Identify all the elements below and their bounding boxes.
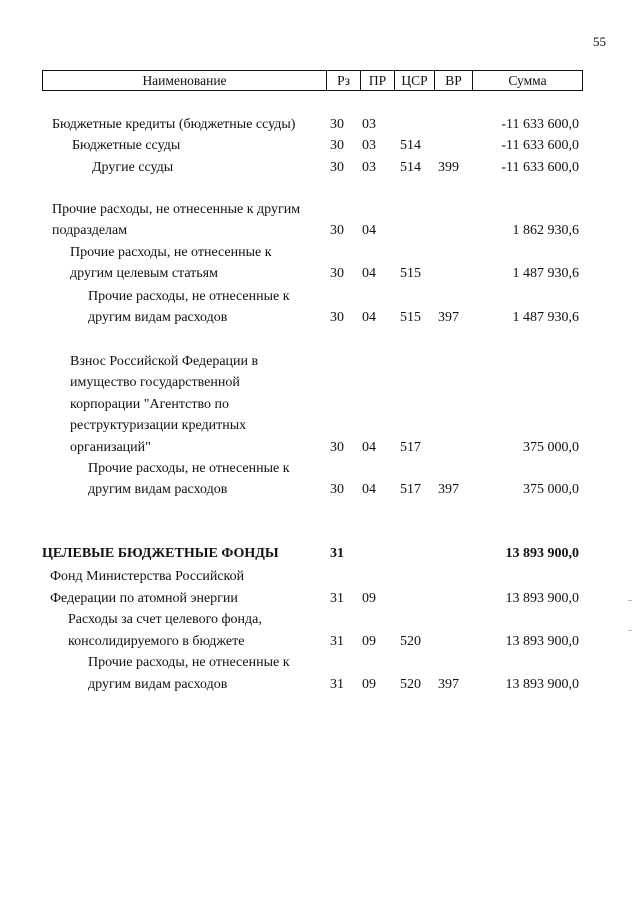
row-rz: 30 bbox=[330, 117, 344, 132]
row-pr: 04 bbox=[362, 223, 376, 238]
row-vr: 397 bbox=[438, 310, 459, 325]
row-sum: 1 487 930,6 bbox=[512, 310, 579, 325]
row-sum: 13 893 900,0 bbox=[505, 546, 579, 561]
row-sum: -11 633 600,0 bbox=[501, 117, 579, 132]
row-rz: 30 bbox=[330, 266, 344, 281]
row-rz: 30 bbox=[330, 440, 344, 455]
row-name-line: Фонд Министерства Российской bbox=[50, 569, 245, 584]
row-sum: 375 000,0 bbox=[523, 440, 579, 455]
row-rz: 31 bbox=[330, 591, 344, 606]
row-csr: 514 bbox=[400, 138, 421, 153]
row-csr: 514 bbox=[400, 160, 421, 175]
row-pr: 04 bbox=[362, 440, 376, 455]
header-sum: Сумма bbox=[508, 72, 547, 88]
row-name-line: другим видам расходов bbox=[88, 310, 228, 325]
row-name-line: Расходы за счет целевого фонда, bbox=[68, 612, 262, 627]
row-name-line: Прочие расходы, не отнесенные к bbox=[88, 461, 290, 476]
row-csr: 520 bbox=[400, 677, 421, 692]
row-rz: 30 bbox=[330, 160, 344, 175]
row-name-line: Прочие расходы, не отнесенные к bbox=[70, 245, 272, 260]
row-vr: 397 bbox=[438, 482, 459, 497]
row-sum: 13 893 900,0 bbox=[505, 591, 579, 606]
row-name-line: Бюджетные ссуды bbox=[72, 138, 181, 153]
row-pr: 09 bbox=[362, 677, 376, 692]
header-name: Наименование bbox=[43, 71, 327, 90]
row-vr: 399 bbox=[438, 160, 459, 175]
row-rz: 31 bbox=[330, 546, 344, 561]
row-name-line: Бюджетные кредиты (бюджетные ссуды) bbox=[52, 117, 296, 132]
row-name-line: реструктуризации кредитных bbox=[70, 418, 247, 433]
row-name-line: другим целевым статьям bbox=[70, 266, 218, 281]
row-name-line: ЦЕЛЕВЫЕ БЮДЖЕТНЫЕ ФОНДЫ bbox=[42, 546, 279, 561]
page-number: 55 bbox=[593, 34, 606, 49]
row-name-line: другим видам расходов bbox=[88, 482, 228, 497]
row-csr: 517 bbox=[400, 440, 421, 455]
scan-mark bbox=[628, 630, 632, 631]
row-name-line: Прочие расходы, не отнесенные к bbox=[88, 655, 290, 670]
row-pr: 03 bbox=[362, 117, 376, 132]
row-name-line: Взнос Российской Федерации в bbox=[70, 354, 259, 369]
row-name-line: организаций" bbox=[70, 440, 151, 455]
row-name-line: Прочие расходы, не отнесенные к bbox=[88, 289, 290, 304]
row-sum: 375 000,0 bbox=[523, 482, 579, 497]
row-sum: 1 862 930,6 bbox=[512, 223, 579, 238]
row-sum: 1 487 930,6 bbox=[512, 266, 579, 281]
row-csr: 515 bbox=[400, 266, 421, 281]
row-csr: 515 bbox=[400, 310, 421, 325]
row-sum: 13 893 900,0 bbox=[505, 677, 579, 692]
row-rz: 30 bbox=[330, 310, 344, 325]
row-name-line: другим видам расходов bbox=[88, 677, 228, 692]
row-pr: 04 bbox=[362, 266, 376, 281]
row-rz: 30 bbox=[330, 138, 344, 153]
row-rz: 31 bbox=[330, 677, 344, 692]
row-csr: 517 bbox=[400, 482, 421, 497]
row-pr: 03 bbox=[362, 138, 376, 153]
row-pr: 04 bbox=[362, 482, 376, 497]
header-rz: Рз bbox=[327, 71, 361, 90]
row-name-line: Прочие расходы, не отнесенные к другим bbox=[52, 202, 301, 217]
row-sum: 13 893 900,0 bbox=[505, 634, 579, 649]
row-name-line: корпорации "Агентство по bbox=[70, 397, 229, 412]
row-pr: 09 bbox=[362, 634, 376, 649]
scan-mark bbox=[628, 600, 632, 601]
header-vr: ВР bbox=[435, 71, 473, 90]
row-name-line: консолидируемого в бюджете bbox=[68, 634, 245, 649]
row-sum: -11 633 600,0 bbox=[501, 160, 579, 175]
row-name-line: подразделам bbox=[52, 223, 128, 238]
row-rz: 30 bbox=[330, 482, 344, 497]
header-csr: ЦСР bbox=[395, 71, 435, 90]
row-vr: 397 bbox=[438, 677, 459, 692]
row-pr: 09 bbox=[362, 591, 376, 606]
row-rz: 31 bbox=[330, 634, 344, 649]
header-pr: ПР bbox=[361, 71, 395, 90]
row-sum: -11 633 600,0 bbox=[501, 138, 579, 153]
row-pr: 03 bbox=[362, 160, 376, 175]
row-name-line: Федерации по атомной энергии bbox=[50, 591, 238, 606]
table-header bbox=[42, 70, 583, 91]
row-rz: 30 bbox=[330, 223, 344, 238]
row-name-line: Другие ссуды bbox=[92, 160, 174, 175]
row-name-line: имущество государственной bbox=[70, 375, 240, 390]
row-csr: 520 bbox=[400, 634, 421, 649]
row-pr: 04 bbox=[362, 310, 376, 325]
